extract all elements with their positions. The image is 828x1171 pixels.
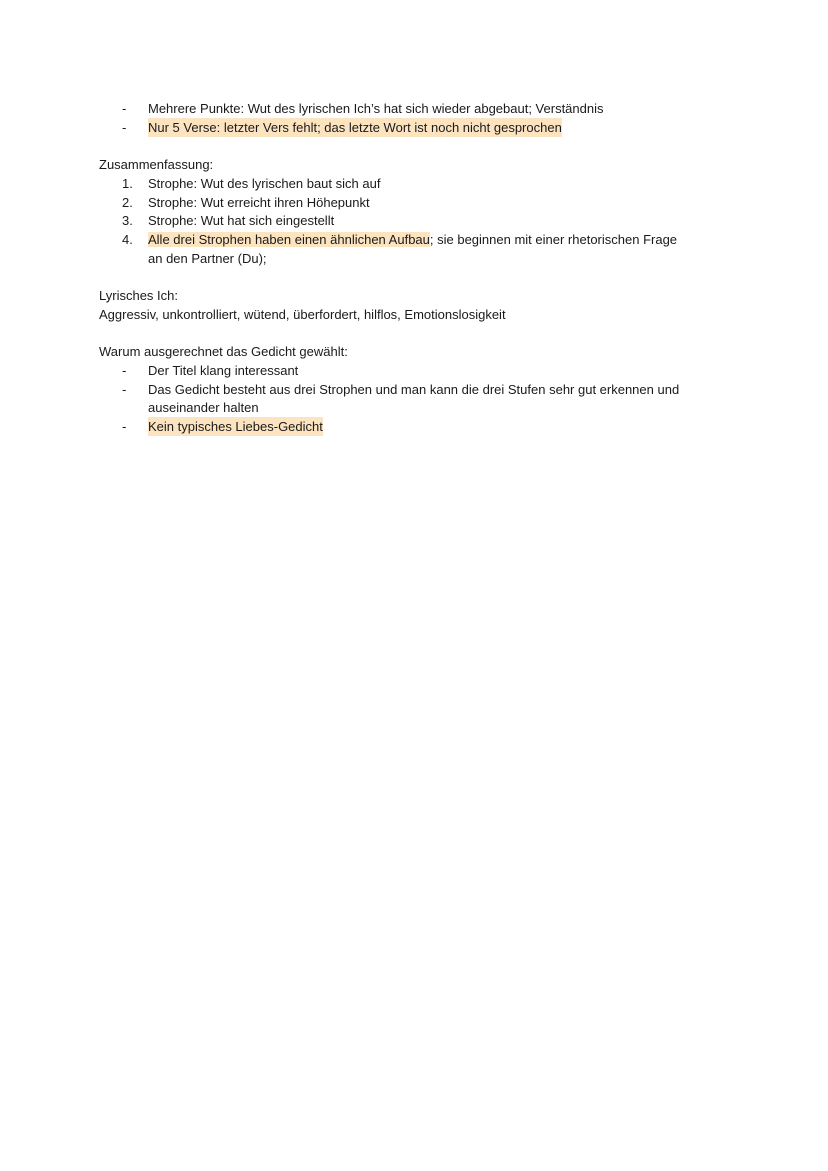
list-item-rest: ; sie beginnen mit einer rhetorischen Frage <box>429 232 678 247</box>
why-heading: Warum ausgerechnet das Gedicht gewählt: <box>99 344 348 359</box>
highlighted-bullet-text: Kein typisches Liebes-Gedicht <box>148 419 323 434</box>
list-item <box>148 230 677 249</box>
bullet-marker: - <box>122 382 127 397</box>
bullet-text: Der Titel klang interessant <box>148 363 299 378</box>
highlighted-text: Alle drei Strophen haben einen ähnlichen Aufbau <box>148 232 430 247</box>
bullet-text: Mehrere Punkte: Wut des lyrischen Ich’s hat sich wieder abgebaut; Verständnis <box>148 101 604 116</box>
bullet-marker: - <box>122 419 127 434</box>
list-number: 2. <box>122 195 133 210</box>
list-item: Strophe: Wut des lyrischen baut sich auf <box>148 176 381 191</box>
bullet-marker: - <box>122 101 127 116</box>
bullet-text: Das Gedicht besteht aus drei Strophen und man kann die drei Stufen sehr gut erkennen und <box>148 382 680 397</box>
lyrical-heading: Lyrisches Ich: <box>99 288 178 303</box>
bullet-marker: - <box>122 363 127 378</box>
lyrical-text: Aggressiv, unkontrolliert, wütend, überfordert, hilflos, Emotionslosigkeit <box>99 307 506 322</box>
summary-heading: Zusammenfassung: <box>99 157 214 172</box>
list-item-continuation: an den Partner (Du); <box>148 251 267 266</box>
list-number: 1. <box>122 176 133 191</box>
list-number: 3. <box>122 213 133 228</box>
list-item: Strophe: Wut erreicht ihren Höhepunkt <box>148 195 370 210</box>
bullet-text-continuation: auseinander halten <box>148 400 259 415</box>
list-number: 4. <box>122 232 133 247</box>
bullet-marker: - <box>122 120 127 135</box>
list-item: Strophe: Wut hat sich eingestellt <box>148 213 335 228</box>
highlighted-bullet-text: Nur 5 Verse: letzter Vers fehlt; das letzte Wort ist noch nicht gesprochen <box>148 120 562 135</box>
